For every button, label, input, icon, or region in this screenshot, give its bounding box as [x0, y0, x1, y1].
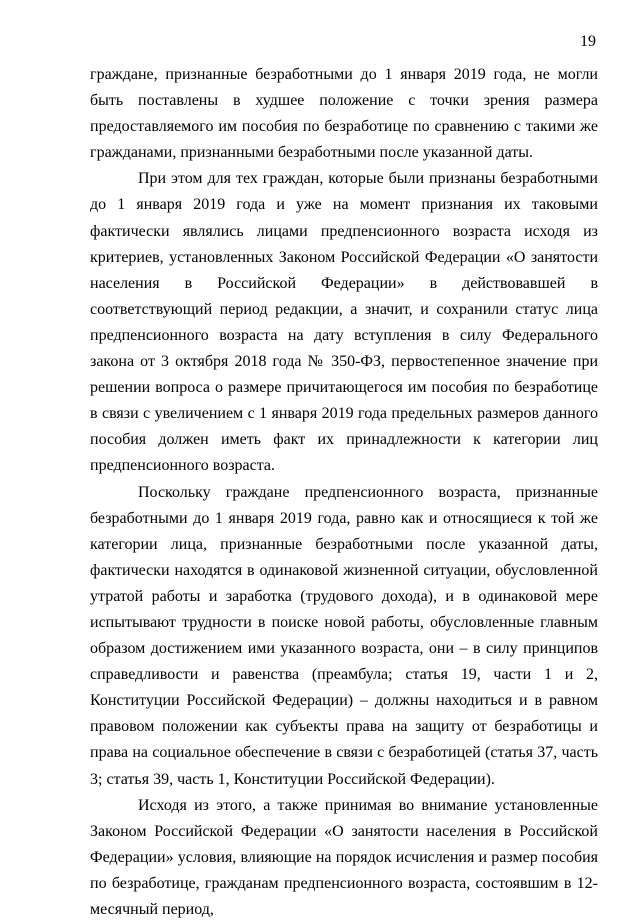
page-number: 19	[580, 33, 596, 50]
document-body	[90, 62, 598, 923]
paragraph-equal-treatment: Поскольку граждане предпенсионного возраста, признанные безработными до 1 января 2019 года, равно как и относящиеся к той же категории лица, признанные безработными после указанной даты, фактически находятся в одинаковой жизненной ситуации, обусловленной утратой работы и заработка (трудового дохода), и в одинаковой мере испытывают трудности в поиске новой работы, обусловленные главным образом достижением ими указанного возраста, они – в силу принципов справедливости и равенства (преамбула; статья 19, части 1 и 2, Конституции Российской Федерации) – должны находиться и в равном правовом положении как субъекты права на защиту от безработицы и права на социальное обеспечение в связи с безработицей (статья 37, часть 3; статья 39, часть 1, Конституции Российской Федерации).	[90, 483, 598, 788]
paragraph-pre-retirement-status: При этом для тех граждан, которые были признаны безработными до 1 января 2019 года и уже на момент признания их таковыми фактически являлись лицами предпенсионного возраста исходя из критериев, установленных Законом Российской Федерации «О занятости населения в Российской Федерации» в действовавшей в соответствующий период редакции, а значит, и сохранили статус лица предпенсионного возраста на дату вступления в силу Федерального закона от 3 октября 2018 года № 350-ФЗ, первостепенное значение при решении вопроса о размере причитающегося им пособия по безработице в связи с увеличением с 1 января 2019 года предельных размеров данного пособия должен иметь факт их принадлежности к категории лиц предпенсионного возраста.	[90, 170, 598, 475]
paragraph-continuation: граждане, признанные безработными до 1 января 2019 года, не могли быть поставлены в худшее положение с точки зрения размера предоставляемого им пособия по безработице по сравнению с такими же гражданами, признанными безработными после указанной даты.	[90, 66, 598, 162]
paragraph-conclusion-start: Исходя из этого, а также принимая во внимание установленные Законом Российской Федерации «О занятости населения в Российской Федерации» условия, влияющие на порядок исчисления и размер пособия по безработице, гражданам предпенсионного возраста, состоявшим в 12-месячный период,	[90, 796, 598, 918]
